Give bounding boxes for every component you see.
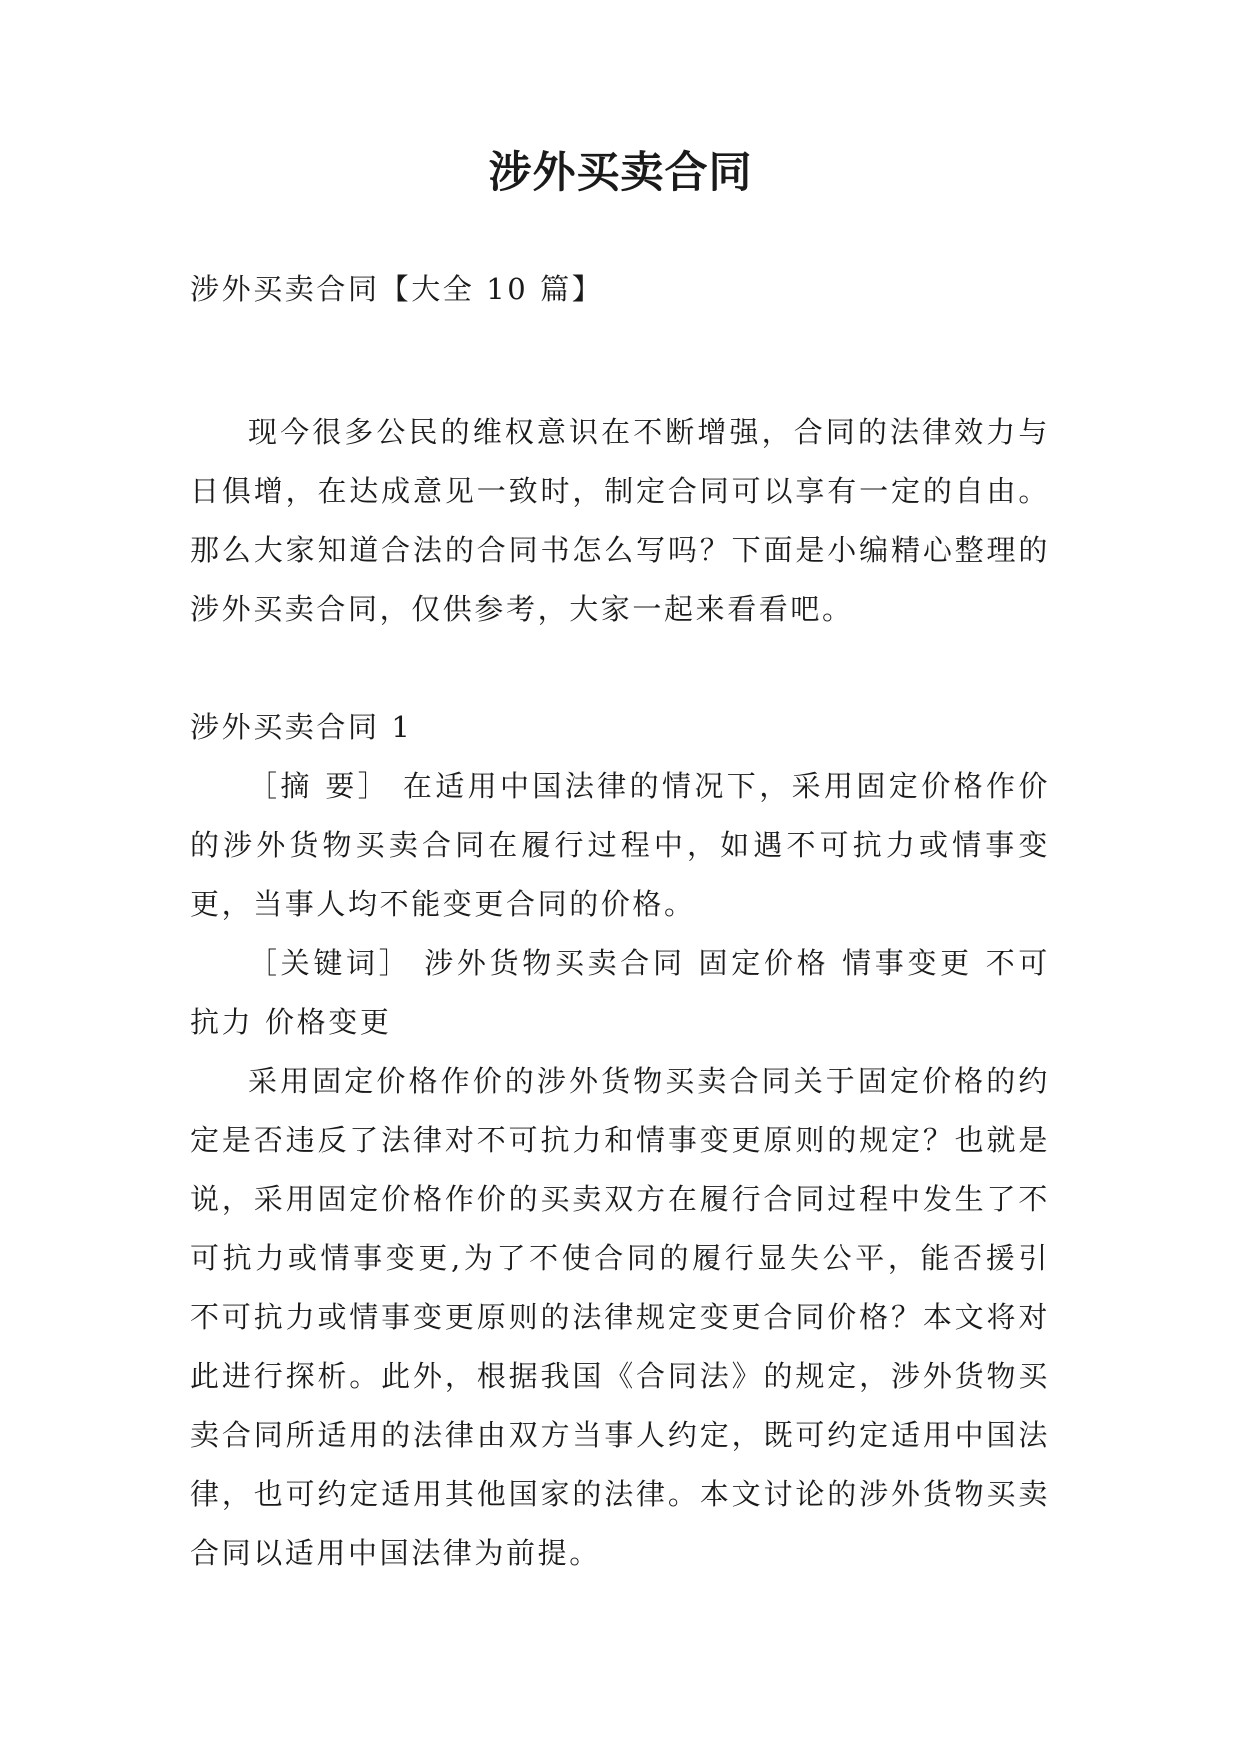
document-subtitle: 涉外买卖合同【大全 10 篇】 xyxy=(190,272,604,306)
keywords-paragraph: ［关键词］ 涉外货物买卖合同 固定价格 情事变更 不可抗力 价格变更 xyxy=(190,946,1050,1039)
body-paragraph: 采用固定价格作价的涉外货物买卖合同关于固定价格的约定是否违反了法律对不可抗力和情事变更原则的规定？也就是说，采用固定价格作价的买卖双方在履行合同过程中发生了不可抗力或情事变更,为了不使合同的履行显失公平，能否援引不可抗力或情事变更原则的法律规定变更合同价格？本文将对此进行探析。此外，根据我国《合同法》的规定，涉外货物买卖合同所适用的法律由双方当事人约定，既可约定适用中国法律，也可约定适用其他国家的法律。本文讨论的涉外货物买卖合同以适用中国法律为前提。 xyxy=(190,1064,1050,1570)
intro-paragraph: 现今很多公民的维权意识在不断增强，合同的法律效力与日俱增，在达成意见一致时，制定合同可以享有一定的自由。那么大家知道合法的合同书怎么写吗？下面是小编精心整理的涉外买卖合同，仅供参考，大家一起来看看吧。 xyxy=(190,415,1050,626)
abstract-paragraph: ［摘 要］ 在适用中国法律的情况下，采用固定价格作价的涉外货物买卖合同在履行过程中，如遇不可抗力或情事变更，当事人均不能变更合同的价格。 xyxy=(190,769,1050,921)
section-heading: 涉外买卖合同 1 xyxy=(190,710,413,744)
document-title: 涉外买卖合同 xyxy=(488,148,753,198)
